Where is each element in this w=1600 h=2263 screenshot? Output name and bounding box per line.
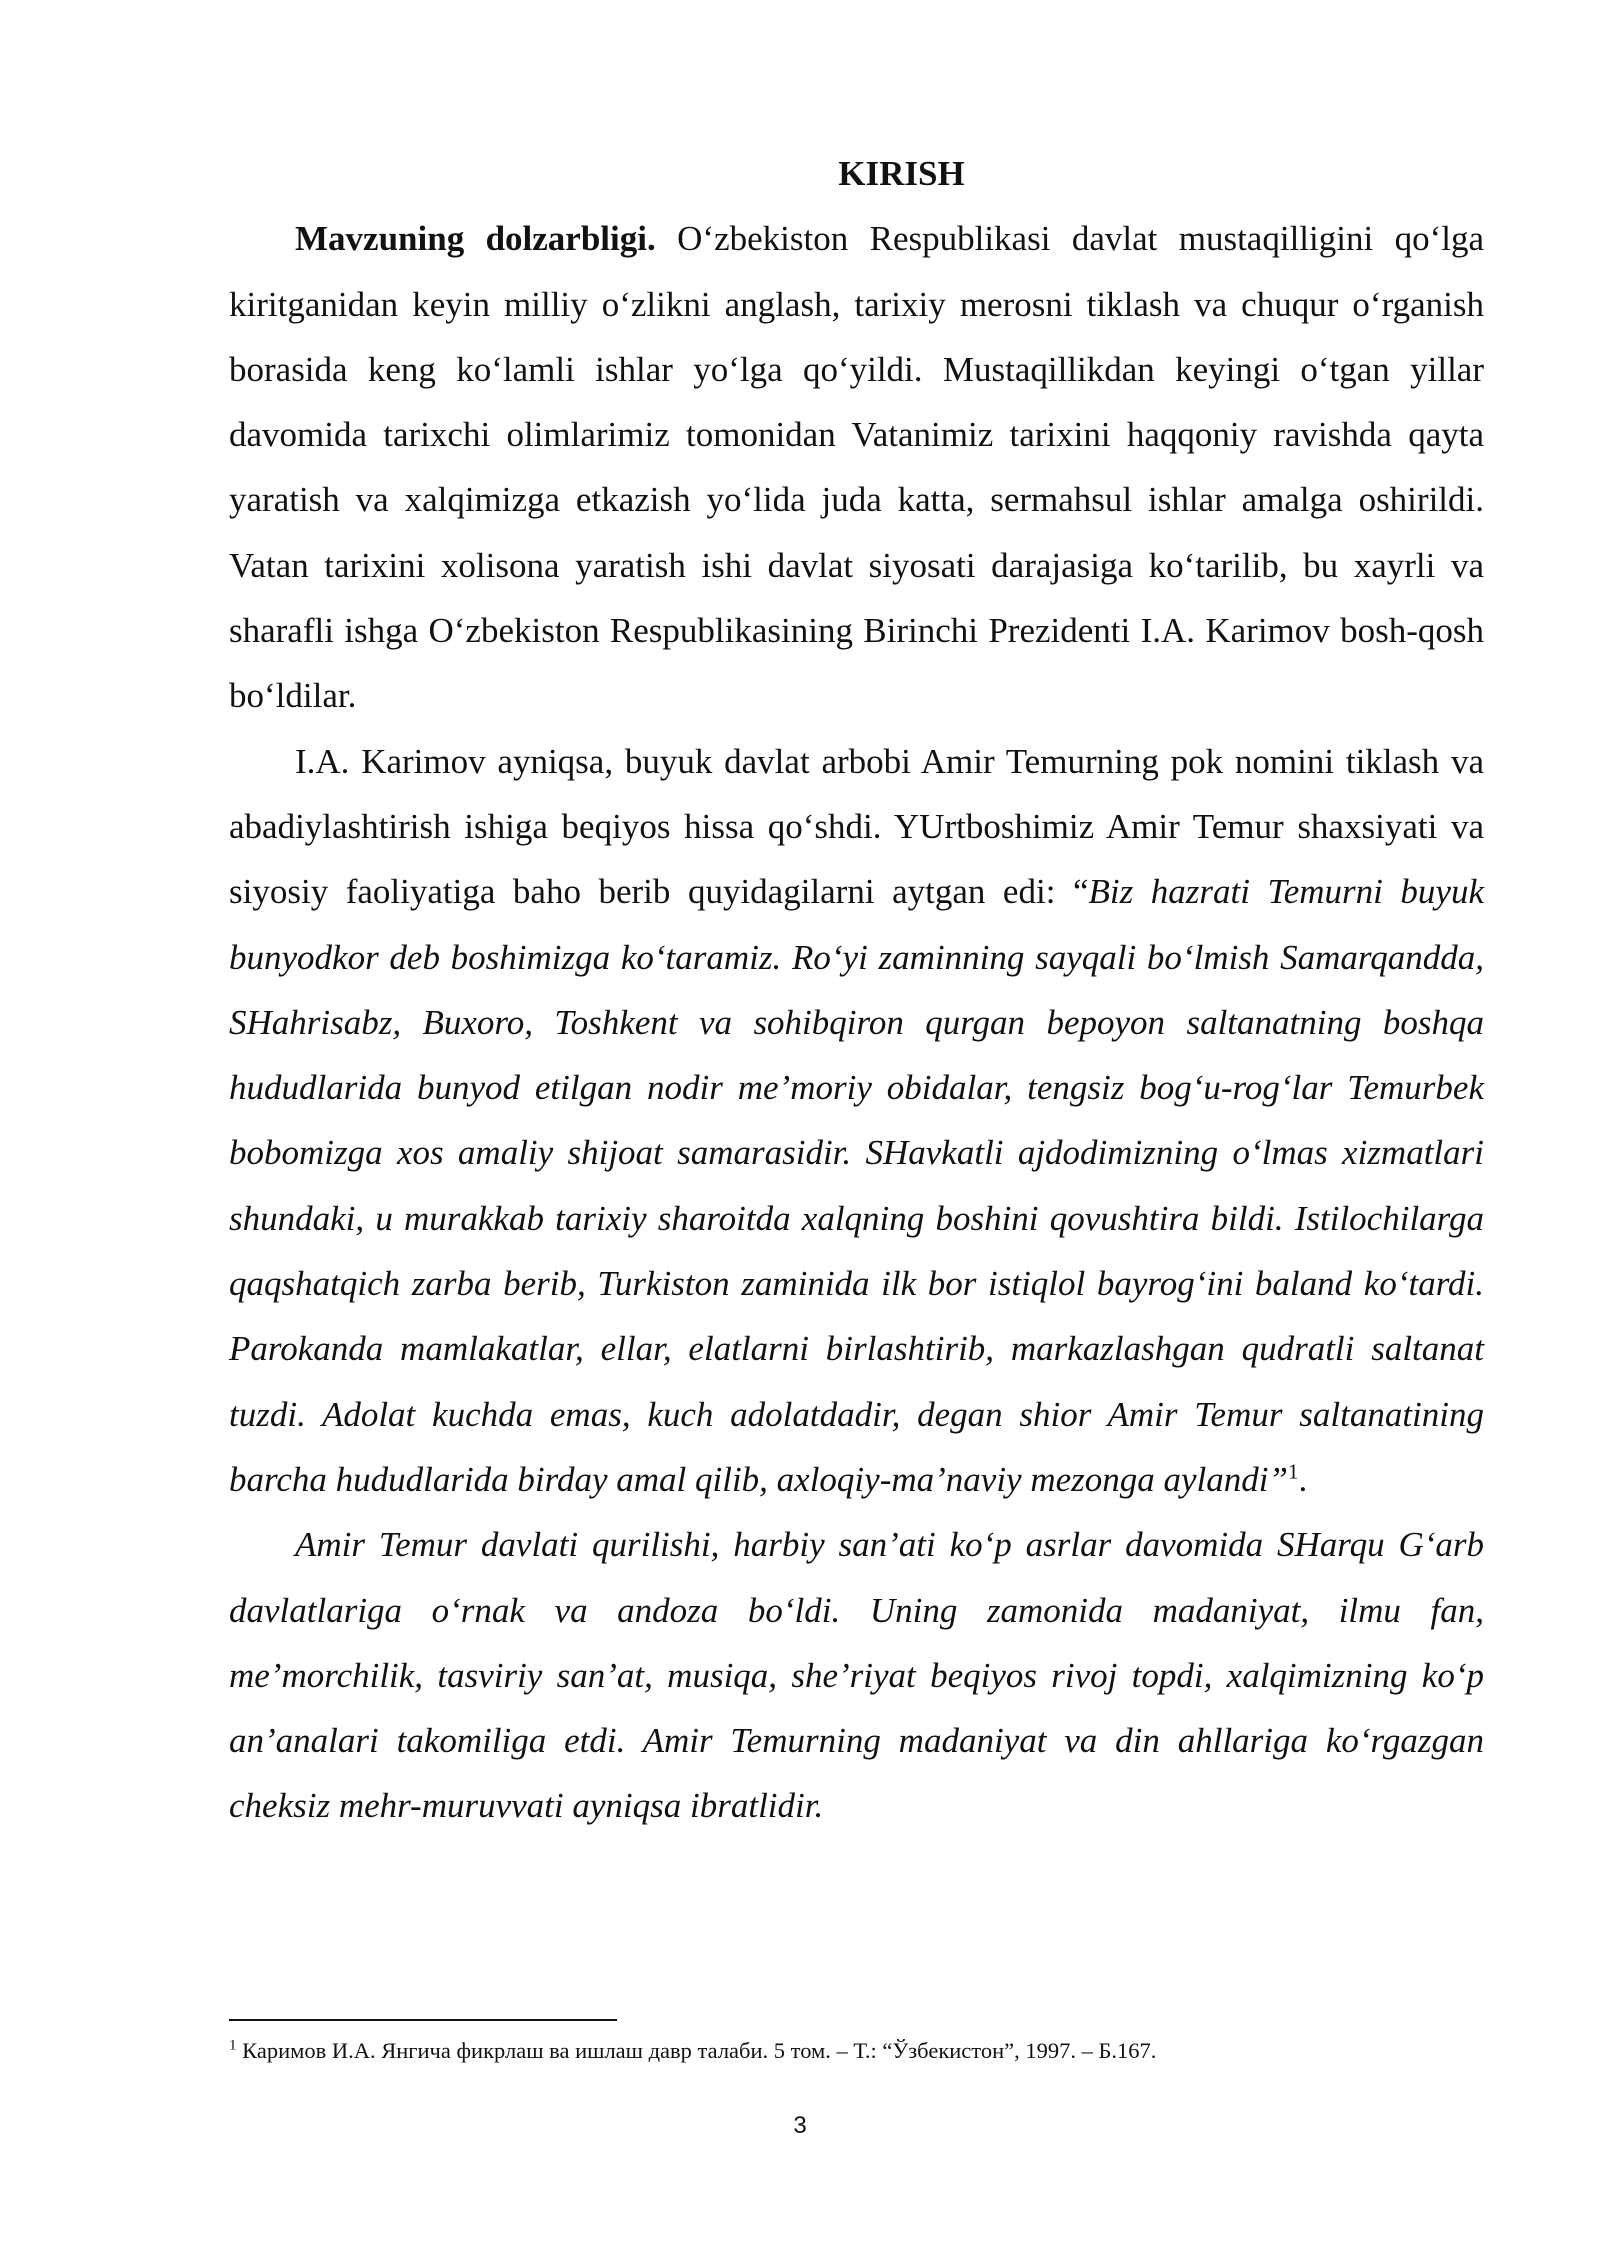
- footnote-number: 1: [229, 2037, 237, 2054]
- paragraph-relevance: [229, 206, 1484, 728]
- section-heading: KIRISH: [838, 154, 965, 193]
- paragraph-temur-state: Amir Temur davlati qurilishi, harbiy san’ati ko‘p asrlar davomida SHarqu G‘arb davlatlariga o‘rnak va andoza bo‘ldi. Uning zamonida madaniyat, ilmu fan, me’morchilik, tasviriy san’at, musiqa, she’riyat beqiyos rivoj topdi, xalqimizning ko‘p an’analari takomiliga etdi. Amir Temurning madaniyat va din ahllariga ko‘rgazgan cheksiz mehr-muruvvati ayniqsa ibratlidir.: [229, 1525, 1484, 1826]
- paragraph-text: O‘zbekiston Respublikasi davlat mustaqilligini qo‘lga kiritganidan keyin milliy o‘zlikni anglash, tarixiy merosni tiklash va chuqur o‘rganish borasida keng ko‘lamli ishlar yo‘lga qo‘yildi. Mustaqillikdan keyingi o‘tgan yillar davomida tarixchi olimlarimiz tomonidan Vatanimiz tarixini haqqoniy ravishda qayta yaratish va xalqimizga etkazish yo‘lida juda katta, sermahsul ishlar amalga oshirildi. Vatan tarixini xolisona yaratish ishi davlat siyosati darajasiga ko‘tarilib, bu xayrli va sharafli ishga O‘zbekiston Respublikasining Birinchi Prezidenti I.A. Karimov bosh-qosh bo‘ldilar.: [229, 219, 1485, 716]
- footnote-text: Каримов И.А. Янгича фикрлаш ва ишлаш давр талаби. 5 том. – Т.: “Ўзбекистон”, 1997. – Б.167.: [236, 2038, 1157, 2063]
- paragraph-text: I.A. Karimov ayniqsa, buyuk davlat arbobi Amir Temurning pok nomini tiklash va abadiylashtirish ishiga beqiyos hissa qo‘shdi. YUrtboshimiz Amir Temur shaxsiyati va siyosiy faoliyatiga baho berib quyidagilarni aytgan edi: “: [229, 741, 1484, 912]
- sentence-end: .: [1298, 1459, 1308, 1499]
- footnote: [229, 2036, 1484, 2066]
- paragraph-lead: Mavzuning dolzarbligi.: [295, 219, 656, 259]
- document-body: [229, 141, 1484, 1839]
- quotation: Biz hazrati Temurni buyuk bunyodkor deb boshimizga ko‘taramiz. Ro‘yi zaminning sayqali bo‘lmish Samarqandda, SHahrisabz, Buxoro, Toshkent va sohibqiron qurgan bepoyon saltanatning boshqa hududlarida bunyod etilgan nodir me’moriy obidalar, tengsiz bog‘u-rog‘lar Temurbek bobomizga xos amaliy shijoat samarasidir. SHavkatli ajdodimizning o‘lmas xizmatlari shundaki, u murakkab tarixiy sharoitda xalqning boshini qovushtira bildi. Istilochilarga qaqshatqich zarba berib, Turkiston zaminida ilk bor istiqlol bayrog‘ini baland ko‘tardi. Parokanda mamlakatlar, ellar, elatlarni birlashtirib, markazlashgan qudratli saltanat tuzdi. Adolat kuchda emas, kuch adolatdadir, degan shior Amir Temur saltanatining barcha hududlarida birday amal qilib, axloqiy-ma’naviy mezonga aylandi”: [229, 872, 1485, 1499]
- footnote-reference[interactable]: 1: [1287, 1459, 1299, 1484]
- footnote-separator: [229, 2019, 617, 2021]
- page-number: 3: [793, 2112, 807, 2139]
- paragraph-karimov: [229, 729, 1484, 1513]
